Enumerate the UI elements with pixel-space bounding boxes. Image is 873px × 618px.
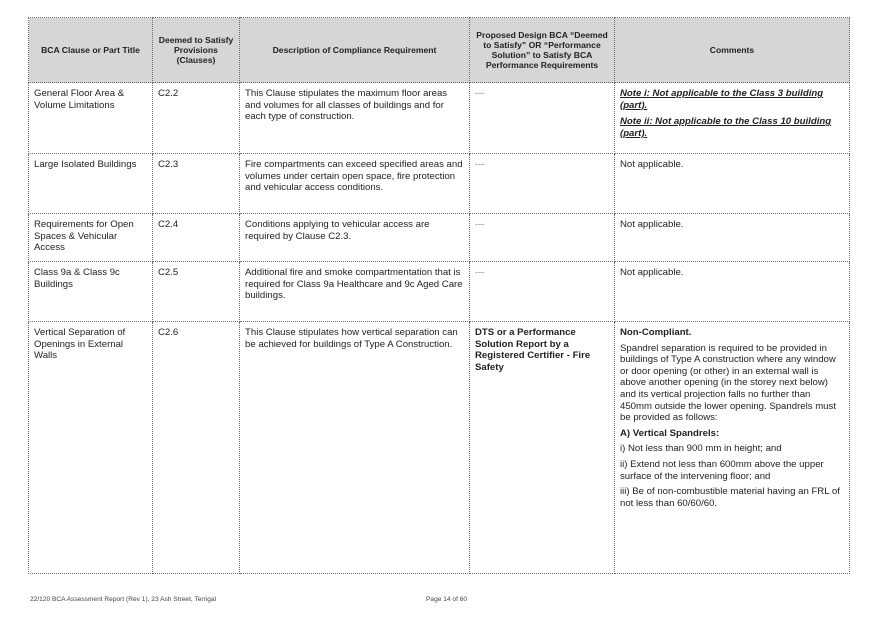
cell-title: Large Isolated Buildings <box>29 154 153 214</box>
header-proposed-design: Proposed Design BCA “Deemed to Satisfy” OR “Performance Solution” to Satisfy BCA Performance Requirements <box>470 18 615 83</box>
table-row <box>29 214 850 262</box>
table-row <box>29 154 850 214</box>
cell-proposed: --- <box>470 214 615 262</box>
comment-note-2: Note ii: Not applicable to the Class 10 building (part). <box>620 116 832 139</box>
cell-clause: C2.4 <box>153 214 240 262</box>
cell-clause: C2.5 <box>153 262 240 322</box>
header-clause-title: BCA Clause or Part Title <box>29 18 153 83</box>
cell-proposed: DTS or a Performance Solution Report by a Registered Certifier - Fire Safety <box>470 322 615 574</box>
comment-paragraph: Spandrel separation is required to be provided in buildings of Type A construction where any window or door opening (or other) in an external wall is above another opening (in the storey next below) and its vertical projection falls no further than 450mm outside the lower opening. Spandrels must be provided as follows: <box>620 342 836 424</box>
footer-page-number: Page 14 of 60 <box>426 596 468 603</box>
cell-title: Class 9a & Class 9c Buildings <box>29 262 153 322</box>
cell-clause: C2.2 <box>153 83 240 154</box>
header-comments: Comments <box>615 18 850 83</box>
cell-title: Vertical Separation of Openings in External Walls <box>29 322 153 574</box>
cell-description: This Clause stipulates how vertical separation can be achieved for buildings of Type A Construction. <box>240 322 470 574</box>
table-row <box>29 322 850 574</box>
cell-clause: C2.6 <box>153 322 240 574</box>
table-row <box>29 83 850 154</box>
cell-description: Fire compartments can exceed specified areas and volumes under certain open space, fire protection and vehicular access conditions. <box>240 154 470 214</box>
header-dts-provisions: Deemed to Satisfy Provisions (Clauses) <box>153 18 240 83</box>
cell-comments: Not applicable. <box>615 214 850 262</box>
cell-comments <box>615 83 850 154</box>
comment-list-item: iii) Be of non-combustible material having an FRL of not less than 60/60/60. <box>620 486 840 509</box>
cell-title: General Floor Area & Volume Limitations <box>29 83 153 154</box>
cell-proposed: --- <box>470 83 615 154</box>
cell-title: Requirements for Open Spaces & Vehicular Access <box>29 214 153 262</box>
cell-description: This Clause stipulates the maximum floor areas and volumes for all classes of buildings and for each type of construction. <box>240 83 470 154</box>
table-row <box>29 262 850 322</box>
table-header-row <box>29 18 850 83</box>
bca-assessment-table <box>28 17 850 574</box>
cell-comments: Not applicable. <box>615 262 850 322</box>
header-description: Description of Compliance Requirement <box>240 18 470 83</box>
cell-comments <box>615 322 850 574</box>
cell-clause: C2.3 <box>153 154 240 214</box>
comment-status: Non-Compliant. <box>620 327 692 338</box>
cell-description: Additional fire and smoke compartmentation that is required for Class 9a Healthcare and 9c Aged Care buildings. <box>240 262 470 322</box>
comment-list-item: i) Not less than 900 mm in height; and <box>620 443 782 455</box>
comment-note-1: Note i: Not applicable to the Class 3 building (part). <box>620 88 824 111</box>
cell-proposed: --- <box>470 154 615 214</box>
comment-list-item: ii) Extend not less than 600mm above the upper surface of the intervening floor; and <box>620 458 824 482</box>
cell-proposed: --- <box>470 262 615 322</box>
cell-comments: Not applicable. <box>615 154 850 214</box>
footer-report-reference: 22/120 BCA Assessment Report (Rev 1), 23 Ash Street, Terrigal <box>30 596 217 603</box>
cell-description: Conditions applying to vehicular access are required by Clause C2.3. <box>240 214 470 262</box>
comment-subheading: A) Vertical Spandrels: <box>620 427 720 439</box>
